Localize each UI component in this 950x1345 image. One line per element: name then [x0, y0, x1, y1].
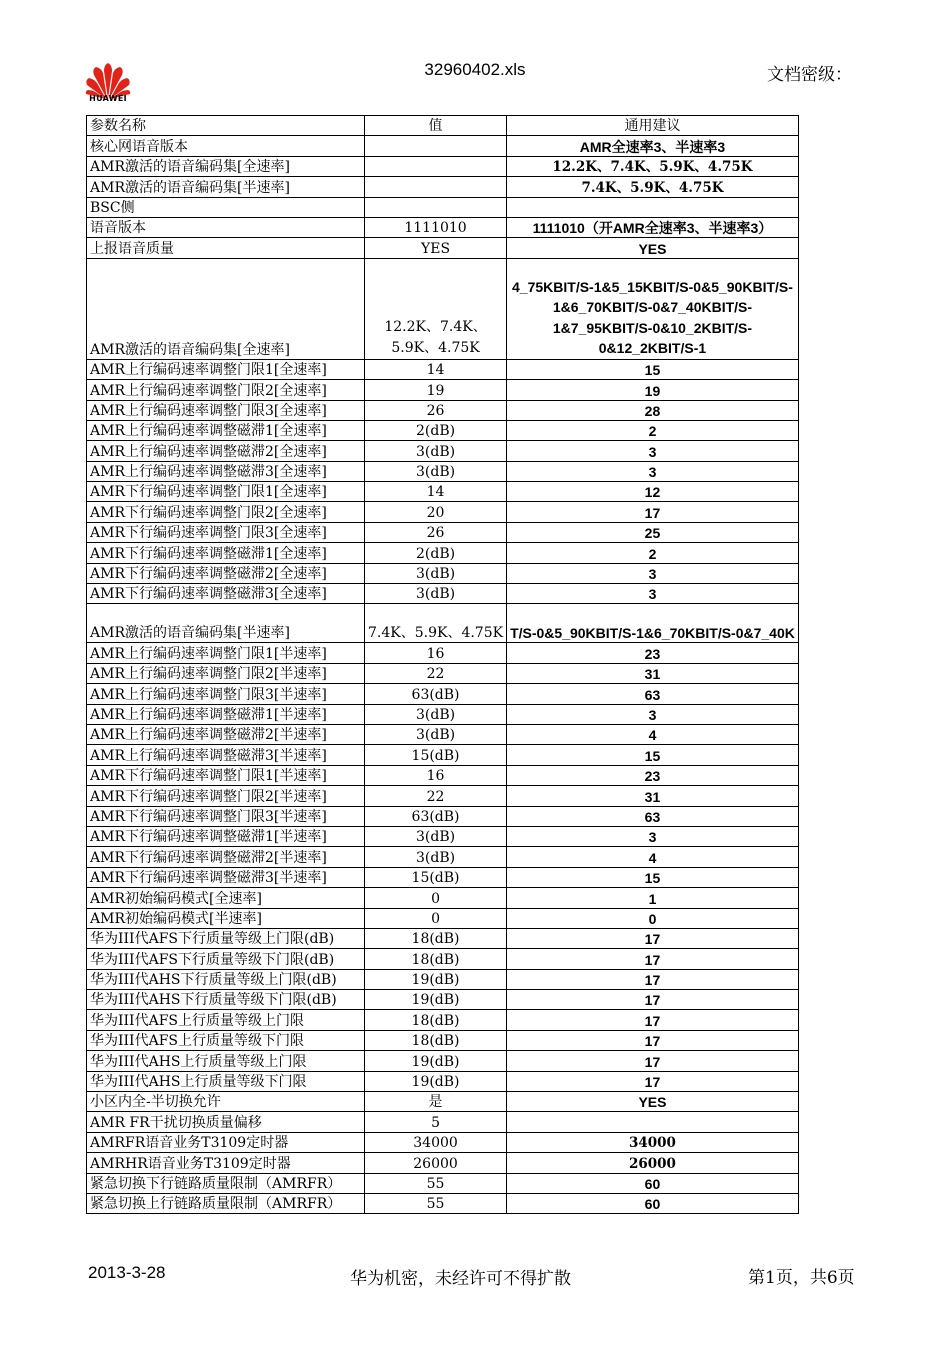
table-row [87, 461, 799, 481]
parameter-value-cell: 15(dB) [365, 745, 507, 765]
parameter-name-cell: AMR下行编码速率调整磁滞3[半速率] [87, 867, 365, 887]
table-row [87, 217, 799, 237]
column-header-recommendation: 通用建议 [507, 116, 799, 136]
parameter-value-cell [365, 177, 507, 197]
parameter-name-cell: 华为III代AHS下行质量等级上门限(dB) [87, 969, 365, 989]
parameter-name-cell: 华为III代AFS上行质量等级上门限 [87, 1010, 365, 1030]
column-header-name: 参数名称 [87, 116, 365, 136]
parameter-value-cell: 22 [365, 786, 507, 806]
parameter-name-cell: 核心网语音版本 [87, 136, 365, 156]
table-row [87, 482, 799, 502]
parameter-name-cell: 华为III代AHS上行质量等级下门限 [87, 1071, 365, 1091]
recommendation-cell: 15 [507, 867, 799, 887]
parameter-name-cell: AMR激活的语音编码集[全速率] [87, 258, 365, 359]
parameter-value-cell: 63(dB) [365, 806, 507, 826]
parameter-name-cell: AMR上行编码速率调整磁滞1[半速率] [87, 704, 365, 724]
recommendation-cell: 63 [507, 684, 799, 704]
parameter-table-body [87, 116, 799, 1214]
table-row [87, 1193, 799, 1213]
recommendation-cell: 17 [507, 1071, 799, 1091]
recommendation-cell: 1111010（开AMR全速率3、半速率3） [507, 217, 799, 237]
table-row [87, 604, 799, 643]
parameter-name-cell: AMR下行编码速率调整门限1[半速率] [87, 765, 365, 785]
parameter-name-cell: AMR上行编码速率调整磁滞3[半速率] [87, 745, 365, 765]
recommendation-cell: 3 [507, 584, 799, 604]
recommendation-cell: 63 [507, 806, 799, 826]
table-row [87, 420, 799, 440]
parameter-table [86, 115, 799, 1214]
parameter-name-cell: AMR上行编码速率调整磁滞2[半速率] [87, 724, 365, 744]
recommendation-cell: 4 [507, 847, 799, 867]
table-row [87, 1010, 799, 1030]
table-row [87, 177, 799, 197]
recommendation-cell: 23 [507, 765, 799, 785]
parameter-value-cell: 16 [365, 765, 507, 785]
parameter-value-cell: 19(dB) [365, 1071, 507, 1091]
table-row [87, 949, 799, 969]
parameter-value-cell: 26 [365, 522, 507, 542]
parameter-value-cell: 3(dB) [365, 704, 507, 724]
table-row [87, 238, 799, 258]
parameter-value-cell: 19(dB) [365, 969, 507, 989]
parameter-value-cell: 18(dB) [365, 1010, 507, 1030]
recommendation-cell: 60 [507, 1173, 799, 1193]
parameter-name-cell: AMR FR干扰切换质量偏移 [87, 1112, 365, 1132]
recommendation-cell: 17 [507, 1030, 799, 1050]
table-row [87, 826, 799, 846]
table-row [87, 1030, 799, 1050]
parameter-value-cell [365, 197, 507, 217]
parameter-name-cell: AMR下行编码速率调整门限2[半速率] [87, 786, 365, 806]
table-row [87, 359, 799, 379]
table-row [87, 745, 799, 765]
recommendation-cell: 31 [507, 663, 799, 683]
parameter-name-cell: BSC侧 [87, 197, 365, 217]
parameter-value-cell: 16 [365, 643, 507, 663]
parameter-value-cell: 0 [365, 888, 507, 908]
recommendation-cell: 7.4K、5.9K、4.75K [507, 177, 799, 197]
table-row [87, 563, 799, 583]
parameter-name-cell: AMR上行编码速率调整门限1[全速率] [87, 359, 365, 379]
table-row [87, 867, 799, 887]
recommendation-cell: 17 [507, 502, 799, 522]
document-filename: 32960402.xls [424, 60, 526, 79]
recommendation-cell [507, 1112, 799, 1132]
parameter-value-cell: 14 [365, 359, 507, 379]
parameter-value-cell [365, 156, 507, 176]
security-level-label: 文档密级： [767, 65, 852, 85]
parameter-name-cell: 华为III代AHS下行质量等级下门限(dB) [87, 990, 365, 1010]
recommendation-cell: 31 [507, 786, 799, 806]
parameter-value-cell: 63(dB) [365, 684, 507, 704]
parameter-name-cell: AMR下行编码速率调整门限3[半速率] [87, 806, 365, 826]
parameter-value-cell: 20 [365, 502, 507, 522]
table-row [87, 969, 799, 989]
table-row [87, 543, 799, 563]
recommendation-cell: 25 [507, 522, 799, 542]
parameter-value-cell: 19 [365, 380, 507, 400]
parameter-name-cell: AMR下行编码速率调整门限3[全速率] [87, 522, 365, 542]
recommendation-cell: 34000 [507, 1132, 799, 1152]
table-row [87, 1132, 799, 1152]
recommendation-cell: 3 [507, 826, 799, 846]
parameter-value-cell: 3(dB) [365, 826, 507, 846]
recommendation-cell: 19 [507, 380, 799, 400]
parameter-name-cell: 华为III代AHS上行质量等级上门限 [87, 1051, 365, 1071]
recommendation-cell: 4 [507, 724, 799, 744]
recommendation-cell: 3 [507, 563, 799, 583]
footer-confidential-notice: 华为机密，未经许可不得扩散 [350, 1269, 571, 1289]
parameter-value-cell: 34000 [365, 1132, 507, 1152]
footer-date: 2013-3-28 [88, 1263, 166, 1282]
table-row [87, 704, 799, 724]
parameter-name-cell: AMR上行编码速率调整门限3[全速率] [87, 400, 365, 420]
table-row [87, 990, 799, 1010]
parameter-value-cell: 3(dB) [365, 847, 507, 867]
parameter-name-cell: AMRHR语音业务T3109定时器 [87, 1153, 365, 1173]
table-row [87, 1051, 799, 1071]
recommendation-cell: AMR全速率3、半速率3 [507, 136, 799, 156]
recommendation-cell: 17 [507, 949, 799, 969]
parameter-value-cell: 1111010 [365, 217, 507, 237]
parameter-value-cell: 3(dB) [365, 584, 507, 604]
parameter-name-cell: 语音版本 [87, 217, 365, 237]
recommendation-cell: 4_75KBIT/S-1&5_15KBIT/S-0&5_90KBIT/S-1&6_70KBIT/S-0&7_40KBIT/S-1&7_95KBIT/S-0&10_2KBIT/S-0&12_2KBIT/S-1 [507, 258, 799, 359]
parameter-name-cell: AMR下行编码速率调整磁滞1[全速率] [87, 543, 365, 563]
recommendation-cell: 12 [507, 482, 799, 502]
parameter-name-cell: 小区内全-半切换允许 [87, 1092, 365, 1112]
parameter-name-cell: AMR初始编码模式[半速率] [87, 908, 365, 928]
table-row [87, 380, 799, 400]
recommendation-cell: 3 [507, 461, 799, 481]
table-row [87, 765, 799, 785]
parameter-name-cell: AMR下行编码速率调整磁滞2[半速率] [87, 847, 365, 867]
column-header-value: 值 [365, 116, 507, 136]
parameter-name-cell: AMR上行编码速率调整门限2[半速率] [87, 663, 365, 683]
recommendation-cell: 28 [507, 400, 799, 420]
parameter-value-cell: 5 [365, 1112, 507, 1132]
parameter-value-cell: 是 [365, 1092, 507, 1112]
parameter-name-cell: 紧急切换上行链路质量限制（AMRFR） [87, 1193, 365, 1213]
table-row [87, 400, 799, 420]
parameter-name-cell: 紧急切换下行链路质量限制（AMRFR） [87, 1173, 365, 1193]
recommendation-cell: YES [507, 238, 799, 258]
recommendation-cell: 0 [507, 908, 799, 928]
table-row [87, 643, 799, 663]
recommendation-cell: 17 [507, 969, 799, 989]
parameter-name-cell: AMR上行编码速率调整门限3[半速率] [87, 684, 365, 704]
recommendation-cell: 1 [507, 888, 799, 908]
parameter-name-cell: 华为III代AFS下行质量等级上门限(dB) [87, 928, 365, 948]
parameter-name-cell: AMR激活的语音编码集[全速率] [87, 156, 365, 176]
parameter-value-cell: 7.4K、5.9K、4.75K [365, 604, 507, 643]
parameter-value-cell: 18(dB) [365, 949, 507, 969]
recommendation-cell: 17 [507, 1010, 799, 1030]
parameter-value-cell [365, 136, 507, 156]
parameter-name-cell: AMR上行编码速率调整磁滞1[全速率] [87, 420, 365, 440]
table-row [87, 1173, 799, 1193]
parameter-value-cell: 18(dB) [365, 1030, 507, 1050]
table-row [87, 197, 799, 217]
parameter-value-cell: 3(dB) [365, 724, 507, 744]
parameter-value-cell: 18(dB) [365, 928, 507, 948]
recommendation-cell: 17 [507, 990, 799, 1010]
parameter-value-cell: YES [365, 238, 507, 258]
parameter-value-cell: 3(dB) [365, 563, 507, 583]
parameter-value-cell: 2(dB) [365, 420, 507, 440]
parameter-value-cell: 2(dB) [365, 543, 507, 563]
parameter-name-cell: AMR下行编码速率调整磁滞1[半速率] [87, 826, 365, 846]
recommendation-cell: 17 [507, 1051, 799, 1071]
recommendation-cell: 17 [507, 928, 799, 948]
parameter-value-cell: 55 [365, 1193, 507, 1213]
table-row [87, 908, 799, 928]
parameter-name-cell: AMR下行编码速率调整磁滞3[全速率] [87, 584, 365, 604]
table-row [87, 522, 799, 542]
parameter-name-cell: AMR下行编码速率调整磁滞2[全速率] [87, 563, 365, 583]
parameter-value-cell: 14 [365, 482, 507, 502]
parameter-name-cell: AMR初始编码模式[全速率] [87, 888, 365, 908]
parameter-name-cell: AMR下行编码速率调整门限2[全速率] [87, 502, 365, 522]
table-row [87, 584, 799, 604]
table-row [87, 441, 799, 461]
recommendation-cell: 15 [507, 745, 799, 765]
parameter-value-cell: 19(dB) [365, 990, 507, 1010]
table-row [87, 847, 799, 867]
table-row [87, 258, 799, 359]
recommendation-cell [507, 197, 799, 217]
page-header [0, 0, 950, 110]
table-row [87, 684, 799, 704]
parameter-value-cell: 19(dB) [365, 1051, 507, 1071]
table-row [87, 502, 799, 522]
footer-page-number: 第1页，共6页 [748, 1268, 855, 1288]
recommendation-cell: T/S-0&5_90KBIT/S-1&6_70KBIT/S-0&7_40K [507, 604, 799, 643]
parameter-name-cell: 华为III代AFS上行质量等级下门限 [87, 1030, 365, 1050]
parameter-name-cell: AMRFR语音业务T3109定时器 [87, 1132, 365, 1152]
table-row [87, 1112, 799, 1132]
table-row [87, 1153, 799, 1173]
table-row [87, 928, 799, 948]
table-row [87, 806, 799, 826]
recommendation-cell: 23 [507, 643, 799, 663]
logo-text: HUAWEI [89, 94, 127, 103]
recommendation-cell: YES [507, 1092, 799, 1112]
table-row [87, 724, 799, 744]
parameter-value-cell: 3(dB) [365, 461, 507, 481]
parameter-value-cell: 12.2K、7.4K、5.9K、4.75K [365, 258, 507, 359]
table-row [87, 1092, 799, 1112]
parameter-name-cell: 华为III代AFS下行质量等级下门限(dB) [87, 949, 365, 969]
recommendation-cell: 2 [507, 420, 799, 440]
parameter-value-cell: 26 [365, 400, 507, 420]
recommendation-cell: 3 [507, 441, 799, 461]
parameter-name-cell: AMR下行编码速率调整门限1[全速率] [87, 482, 365, 502]
parameter-name-cell: AMR激活的语音编码集[半速率] [87, 604, 365, 643]
parameter-value-cell: 3(dB) [365, 441, 507, 461]
table-row [87, 663, 799, 683]
parameter-value-cell: 15(dB) [365, 867, 507, 887]
recommendation-cell: 12.2K、7.4K、5.9K、4.75K [507, 156, 799, 176]
recommendation-cell: 2 [507, 543, 799, 563]
parameter-value-cell: 26000 [365, 1153, 507, 1173]
parameter-name-cell: AMR激活的语音编码集[半速率] [87, 177, 365, 197]
parameter-value-cell: 0 [365, 908, 507, 928]
recommendation-cell: 15 [507, 359, 799, 379]
table-header-row [87, 116, 799, 136]
recommendation-cell: 3 [507, 704, 799, 724]
parameter-value-cell: 55 [365, 1173, 507, 1193]
recommendation-cell: 26000 [507, 1153, 799, 1173]
parameter-name-cell: AMR上行编码速率调整磁滞2[全速率] [87, 441, 365, 461]
parameter-name-cell: AMR上行编码速率调整门限1[半速率] [87, 643, 365, 663]
table-row [87, 1071, 799, 1091]
table-row [87, 136, 799, 156]
table-row [87, 888, 799, 908]
parameter-value-cell: 22 [365, 663, 507, 683]
table-row [87, 786, 799, 806]
parameter-name-cell: AMR上行编码速率调整门限2[全速率] [87, 380, 365, 400]
table-row [87, 156, 799, 176]
parameter-name-cell: AMR上行编码速率调整磁滞3[全速率] [87, 461, 365, 481]
recommendation-cell: 60 [507, 1193, 799, 1213]
parameter-name-cell: 上报语音质量 [87, 238, 365, 258]
